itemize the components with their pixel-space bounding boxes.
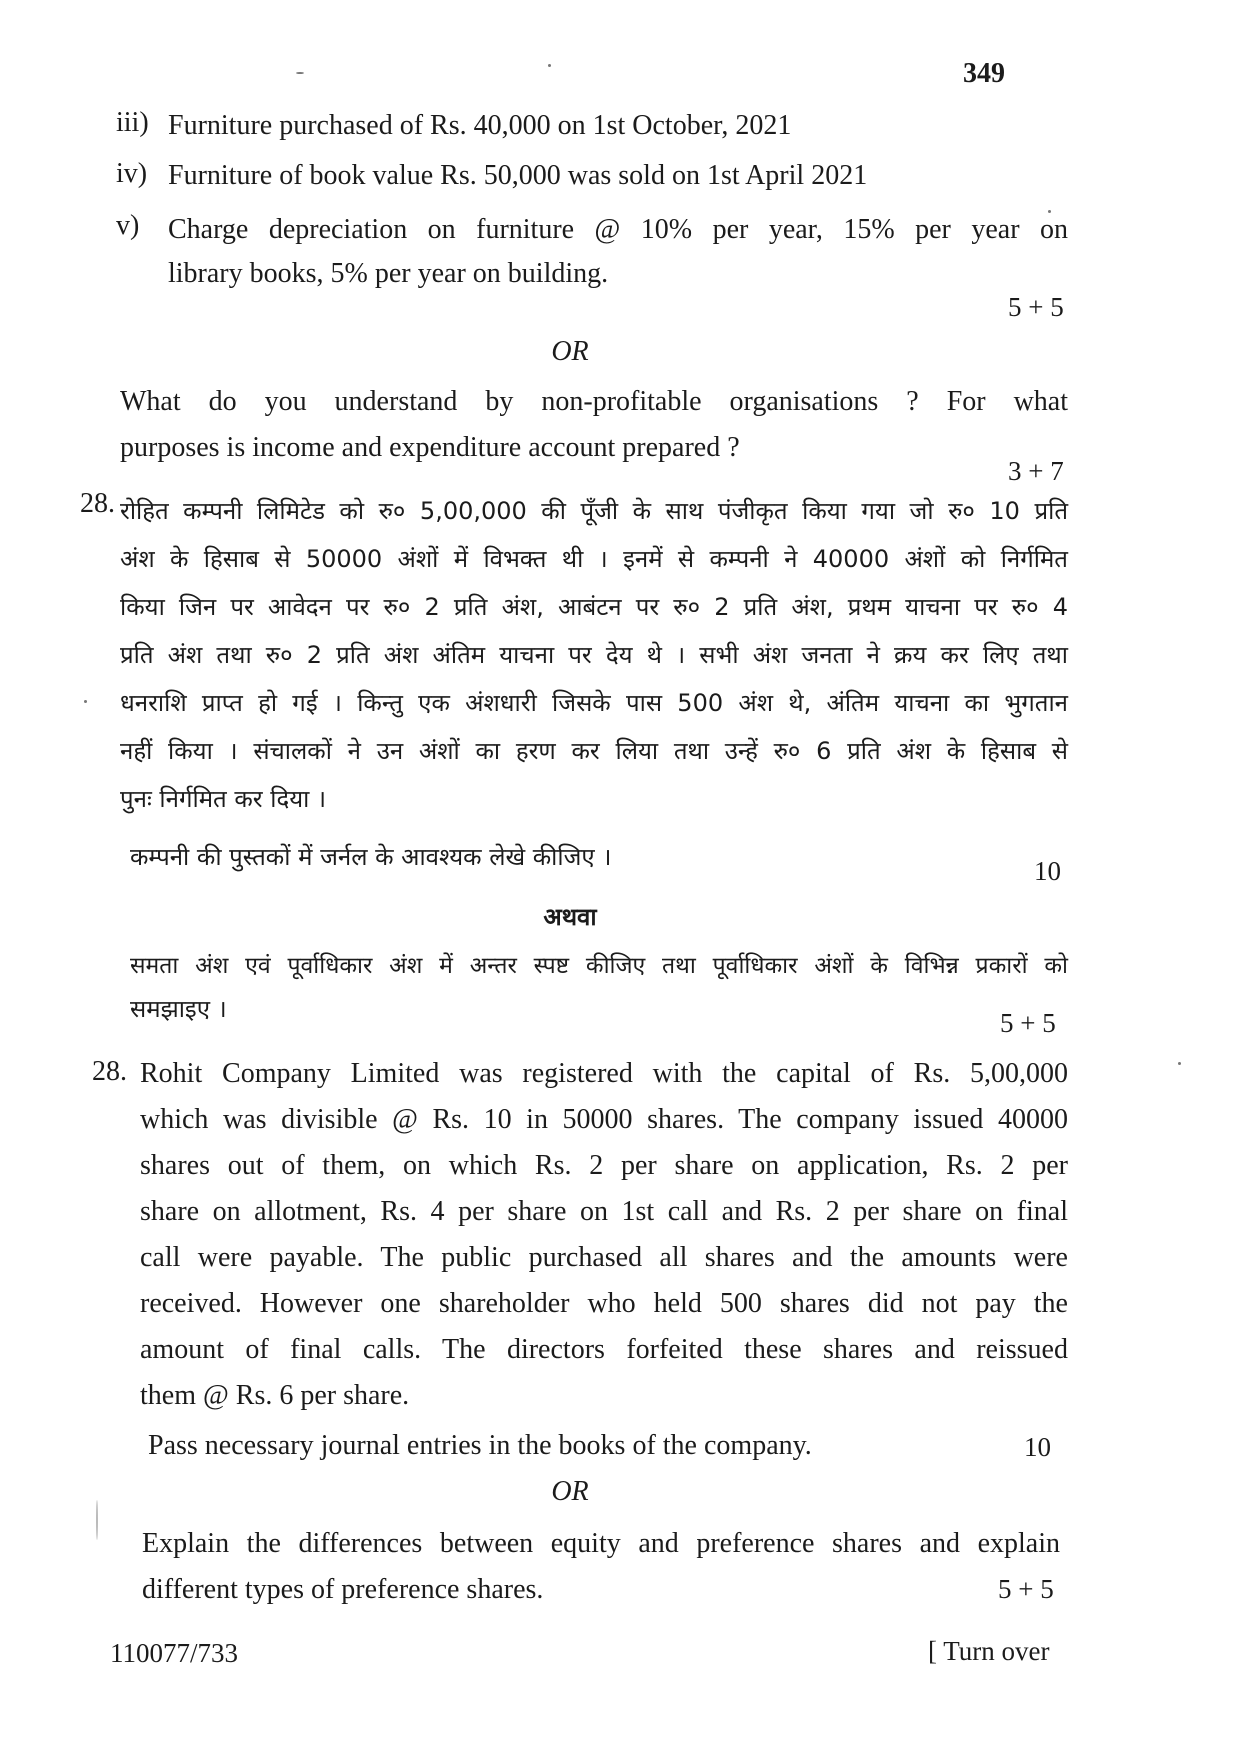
q28-english-line: call were payable. The public purchased all shares and the amounts were <box>140 1242 1068 1273</box>
q28-hindi-marks: 10 <box>1034 856 1061 886</box>
q28-english-instruction: Pass necessary journal entries in the books of the company. <box>148 1430 812 1461</box>
q28-english-or-line1: Explain the differences between equity and preference shares and explain <box>142 1528 1060 1559</box>
q28-hindi-or-marks: 5 + 5 <box>1000 1008 1056 1038</box>
q28-english-line: them @ Rs. 6 per share. <box>140 1380 410 1411</box>
q28-english-or-line2: different types of preference shares. <box>142 1574 544 1605</box>
q28-hindi-or-label: अथवा <box>543 903 597 931</box>
q28-english-or-label: OR <box>551 1476 589 1507</box>
q28-english-or-marks: 5 + 5 <box>998 1574 1054 1604</box>
scan-speck <box>84 700 87 703</box>
q28-hindi-line: प्रति अंश तथा रु० 2 प्रति अंश अंतिम याचना पर देय थे । सभी अंश जनता ने क्रय कर लिए तथा <box>120 641 1068 669</box>
q28-english-number: 28. <box>92 1056 127 1087</box>
q28-english-line: shares out of them, on which Rs. 2 per share on application, Rs. 2 per <box>140 1150 1068 1181</box>
scan-speck <box>1178 1062 1181 1065</box>
scan-speck <box>296 72 304 74</box>
q27-or-line1: What do you understand by non-profitable organisations ? For what <box>120 386 1068 417</box>
q28-hindi-or-line1: समता अंश एवं पूर्वाधिकार अंश में अन्तर स्पष्ट कीजिए तथा पूर्वाधिकार अंशों के विभिन्न प्रकारों को <box>130 953 1068 979</box>
q28-english-line: which was divisible @ Rs. 10 in 50000 shares. The company issued 40000 <box>140 1104 1068 1135</box>
scan-speck <box>1048 210 1051 213</box>
q28-english-line: share on allotment, Rs. 4 per share on 1st call and Rs. 2 per share on final <box>140 1196 1068 1227</box>
q28-hindi-or-line2: समझाइए । <box>130 995 227 1023</box>
q28-english-line: received. However one shareholder who held 500 shares did not pay the <box>140 1288 1068 1319</box>
q27-or-marks: 3 + 7 <box>1008 456 1064 486</box>
q28-hindi-line: पुनः निर्गमित कर दिया । <box>120 785 327 813</box>
item-iii-text: Furniture purchased of Rs. 40,000 on 1st October, 2021 <box>168 110 792 141</box>
scan-speck <box>548 64 551 67</box>
item-v-marks: 5 + 5 <box>1008 292 1064 322</box>
item-v-line2: library books, 5% per year on building. <box>168 258 609 289</box>
item-number-iv: iv) <box>116 158 148 189</box>
q28-hindi-line: किया जिन पर आवेदन पर रु० 2 प्रति अंश, आबंटन पर रु० 2 प्रति अंश, प्रथम याचना पर रु० 4 <box>120 593 1068 621</box>
q27-or-label: OR <box>551 336 589 367</box>
q28-hindi-line: रोहित कम्पनी लिमिटेड को रु० 5,00,000 की पूँजी के साथ पंजीकृत किया गया जो रु० 10 प्रति <box>120 497 1068 525</box>
q28-hindi-line: धनराशि प्राप्त हो गई । किन्तु एक अंशधारी जिसके पास 500 अंश थे, अंतिम याचना का भुगतान <box>120 689 1068 717</box>
q27-or-line2: purposes is income and expenditure account prepared ? <box>120 432 740 463</box>
item-iv-text: Furniture of book value Rs. 50,000 was sold on 1st April 2021 <box>168 160 868 191</box>
item-number-iii: iii) <box>116 107 149 138</box>
turn-over-note: [ Turn over <box>928 1636 1050 1666</box>
q28-hindi-instruction: कम्पनी की पुस्तकों में जर्नल के आवश्यक लेखे कीजिए । <box>130 843 612 871</box>
q28-english-line: Rohit Company Limited was registered with the capital of Rs. 5,00,000 <box>140 1058 1068 1089</box>
paper-code: 110077/733 <box>110 1638 238 1668</box>
q28-hindi-number: 28. <box>80 488 115 519</box>
scan-speck <box>96 1500 98 1540</box>
q28-hindi-line: नहीं किया । संचालकों ने उन अंशों का हरण कर लिया तथा उन्हें रु० 6 प्रति अंश के हिसाब से <box>120 737 1068 765</box>
q28-english-marks: 10 <box>1024 1432 1051 1462</box>
q28-english-line: amount of final calls. The directors forfeited these shares and reissued <box>140 1334 1068 1365</box>
q28-hindi-line: अंश के हिसाब से 50000 अंशों में विभक्त थी । इनमें से कम्पनी ने 40000 अंशों को निर्गमित <box>120 545 1068 573</box>
item-v-line1: Charge depreciation on furniture @ 10% per year, 15% per year on <box>168 214 1068 245</box>
page-number: 349 <box>963 58 1005 89</box>
item-number-v: v) <box>116 210 140 241</box>
